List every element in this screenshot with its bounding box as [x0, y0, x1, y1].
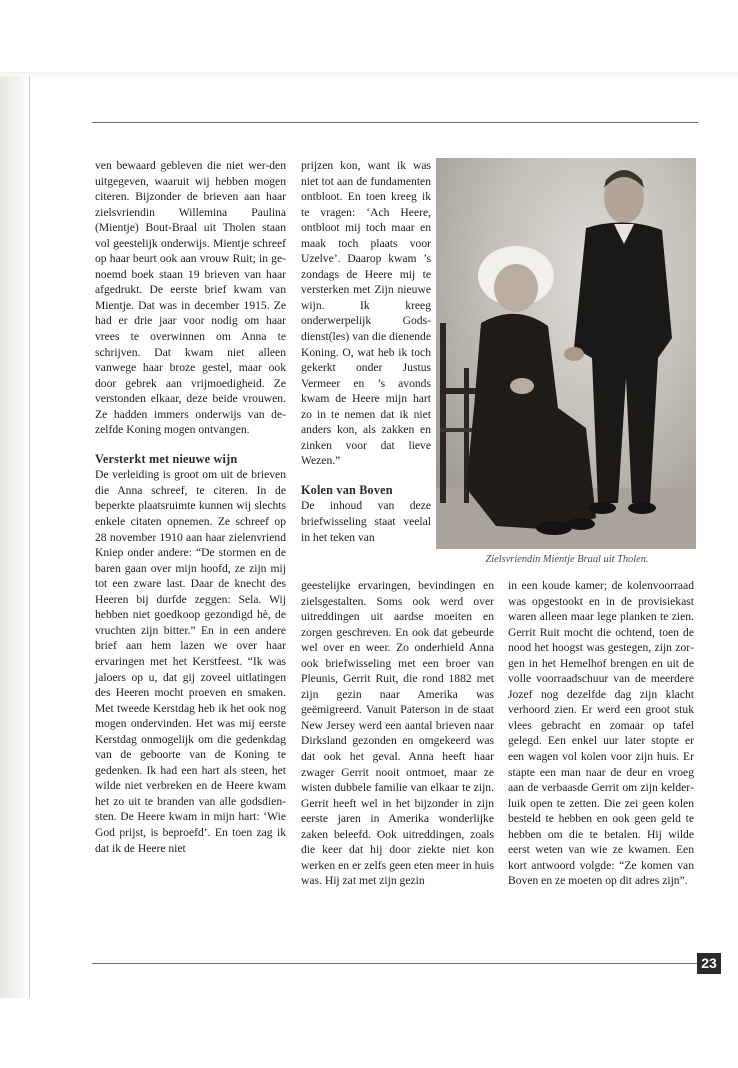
page-number: 23 [697, 953, 721, 974]
article-column-2 [301, 158, 431, 545]
article-paragraph: De verleiding is groot om uit de brieven die Anna schreef, te citeren. In de beperkte plaatsruimte kunnen wij slechts enkele citaten opnemen. Ze schreef op 28 november 1910 aan haar zielenvriend Kniep onder andere: “De stormen en de baren gaan over mijn hoofd, ze zijn mij tot een zware last. Daar de knecht des Heeren bij durfde zeggen: Sela. Wij hebben niet goedkoop gezondigd hè, de vruchten zijn bitter.” En in een andere brief aan hem lazen we over haar ervaringen met het Kerstfeest. “Ik was jaloers op u, dat gij zoveel uitlatingen des Heeren mocht proeven en smaken. Met tweede Kerstdag heb ik het ook nog mogen ondervinden. Het was mij eerste Kerstdag onmogelijk om die gedenkdag van de geboorte van de Koning te gedenken. Ik had een hart als steen, het wilde niet verbreken en de Heere kwam het zo uit te branden van alle godsdiensten. De Heere kwam in mijn hart: ‘Wie God prijst, is beproefd’. En toen zag ik dat ik de Heere niet [95, 468, 286, 855]
section-heading: Versterkt met nieuwe wijn [95, 451, 238, 466]
bottom-rule [92, 963, 700, 964]
page-gutter [0, 76, 30, 998]
article-column-1 [95, 158, 286, 856]
photo-caption: Zielsvriendin Mientje Braal uit Tholen. [485, 554, 649, 565]
article-column-2-continued [301, 578, 494, 889]
gutter-line [29, 76, 30, 998]
article-paragraph: in een koude kamer; de kolenvoorraad was opgestookt en in de provisiekast waren alleen maar lege planken te zien. Gerrit Ruit mocht die ochtend, toen de nood het hoogst was gestegen, zijn zorgen in het Hemelhof brengen en uit de volle voorraadschuur van de meerdere Jozef nog dezelfde dag zijn klacht verhoord zien. Er werd een groot stuk vlees gebracht en zomaar op tafel gelegd. Een enkel uur later stopte er een wagen vol kolen voor zijn huis. Er stapte een man naar de deur en vroeg aan de verbaasde Gerrit om zijn kelderluik open te zetten. Die zei geen kolen besteld te hebben en ook geen geld te hebben om die te betalen. Hij wilde eerst weten van wie ze kwamen. Een kort antwoord volgde: “Ze komen van Boven en ze moeten op dit adres zijn”. [508, 579, 694, 888]
article-paragraph: De inhoud van deze briefwisseling staat veelal in het teken van [301, 499, 431, 544]
article-paragraph: prijzen kon, want ik was niet tot aan de fundamenten ontbloot. En toen kreeg ik te vragen: ‘Ach Heere, ontbloot mij toch maar en maak toch plaats voor Uzelve’. Daarop kwam ’s zondags de Heere mij te versterken met Zijn nieuwe wijn. Ik kreeg onderwerpelijk Godsdienst(les) van die dienende Koning. O, wat heb ik toch gekerkt onder Justus Vermeer en ’s avonds kwam de Heere mijn hart zo in te nemen dat ik niet anders kon, als zakken en zinken voor dat lieve Wezen.” [301, 159, 431, 468]
portrait-photo [436, 158, 696, 549]
portrait-illustration [436, 158, 696, 549]
article-paragraph: geestelijke ervaringen, bevindingen en zielsgestalten. Soms ook werd over uitreddingen uit aardse moeiten en zorgen geschreven. En ook dat gebeurde wel over en weer. Zo onderhield Anna ook briefwisseling met een broer van Pleunis, Gerrit Ruit, die rond 1882 met zijn gezin naar Amerika was geëmigreerd. Vanuit Paterson in de staat New Jersey werd een aantal brieven naar Dirksland gezonden en omgekeerd was dat ook het geval. Anna heeft haar zwager Gerrit nooit ontmoet, maar ze wisten dubbele familie van elkaar te zijn. Gerrit heeft wel in het bijzonder in zijn eerste jaren in Amerika wonderlijke zaken beleefd. Ook uitreddingen, zoals die keer dat hij door ziekte niet kon werken en er zelfs geen eten meer in huis was. Hij zat met zijn gezin [301, 579, 494, 888]
section-heading: Kolen van Boven [301, 482, 393, 497]
article-column-3 [508, 578, 694, 889]
article-paragraph: ven bewaard gebleven die niet wer-den uitgegeven, waaruit wij hebben mogen citeren. Bijzonder de brieven aan haar zielsvriendin Willemina Paulina (Mientje) Bout-Braal uit Tholen staan vol geestelijk onderwijs. Mientje schreef op haar beurt ook aan vrouw Ruit; in genoemd boek staan 19 brieven van haar afgedrukt. De eerste brief kwam van Mientje. Dat was in december 1915. Ze had er drie jaar voor nodig om haar vrees te overwinnen om Anna te schrijven. Dat kwam niet alleen vanwege haar broze gestel, maar ook door gebrek aan vrijmoedigheid. Ze verstonden elkaar, deze beide vrouwen. Ze hadden immers onderwijs van dezelfde Koning mogen ontvangen. [95, 159, 286, 437]
page-top-shadow [0, 72, 738, 78]
top-rule [92, 122, 698, 123]
